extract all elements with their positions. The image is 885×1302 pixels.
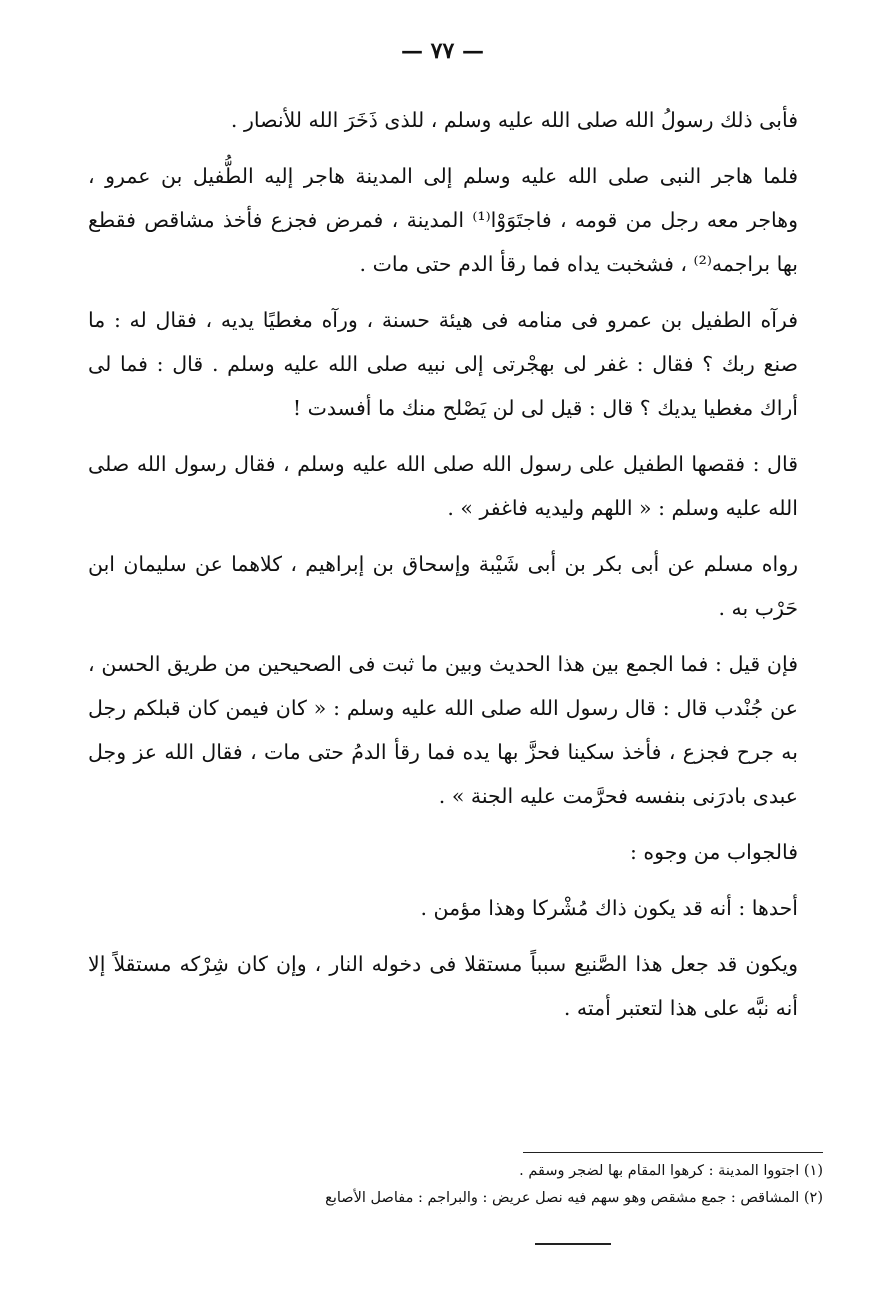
footnote-divider [523,1152,823,1153]
paragraph: قال : فقصها الطفيل على رسول الله صلى الله عليه وسلم ، فقال رسول الله صلى الله عليه وسلم : « اللهم وليديه فاغفر » . [88,452,798,520]
paragraph: رواه مسلم عن أبى بكر بن أبى شَيْبة وإسحاق بن إبراهيم ، كلاهما عن سليمان ابن حَرْب به . [88,552,798,620]
main-text [88,98,820,1042]
paragraph: فالجواب من وجوه : [629,840,798,864]
paragraph: فرآه الطفيل بن عمرو فى منامه فى هيئة حسنة ، ورآه مغطيًا يديه ، فقال له : ما صنع ربك ؟ فقال : غفر لى بهجْرتى إلى نبيه صلى الله عليه وسلم . قال : فما لى أراك مغطيا يديك ؟ قال : قيل لى لن يَصْلح منك ما أفسدت ! [88,308,798,420]
paragraph: أحدها : أنه قد يكون ذاك مُشْركا وهذا مؤمن . [420,896,798,920]
footnote-2: (٢) المشاقص : جمع مشقص وهو سهم فيه نصل عريض : والبراجم : مفاصل الأصابع [325,1190,823,1206]
paragraph: فلما هاجر النبى صلى الله عليه وسلم إلى المدينة هاجر إليه الطُّفيل بن عمرو ، وهاجر معه رجل من قومه ، فاجتَوَوْا⁽¹⁾ المدينة ، فمرض فجزع فأخذ مشاقص فقطع بها براجمه⁽²⁾ ، فشخبت يداه فما رقأ الدم حتى مات . [88,164,799,276]
paragraph: فأبى ذلك رسولُ الله صلى الله عليه وسلم ، للذى ذَخَرَ الله للأنصار . [230,108,798,132]
footnotes [123,1158,823,1212]
paragraph: ويكون قد جعل هذا الصَّنيع سبباً مستقلا فى دخوله النار ، وإن كان شِرْكه مستقلاً إلا أنه نبَّه على هذا لتعتبر أمته . [88,952,798,1020]
end-divider [535,1243,611,1245]
page-number: — ٧٧ — [401,38,484,64]
footnote-1: (١) اجتووا المدينة : كرهوا المقام بها لضجر وسقم . [519,1163,823,1179]
paragraph: فإن قيل : فما الجمع بين هذا الحديث وبين ما ثبت فى الصحيحين من طريق الحسن ، عن جُنْدب قال : قال رسول الله صلى الله عليه وسلم : « كان فيمن كان قبلكم رجل به جرح فجزع ، فأخذ سكينا فحزَّ بها يده فما رقأ الدمُ حتى مات ، فقال الله عز وجل عبدى بادرَنى بنفسه فحرَّمت عليه الجنة » . [88,652,798,808]
